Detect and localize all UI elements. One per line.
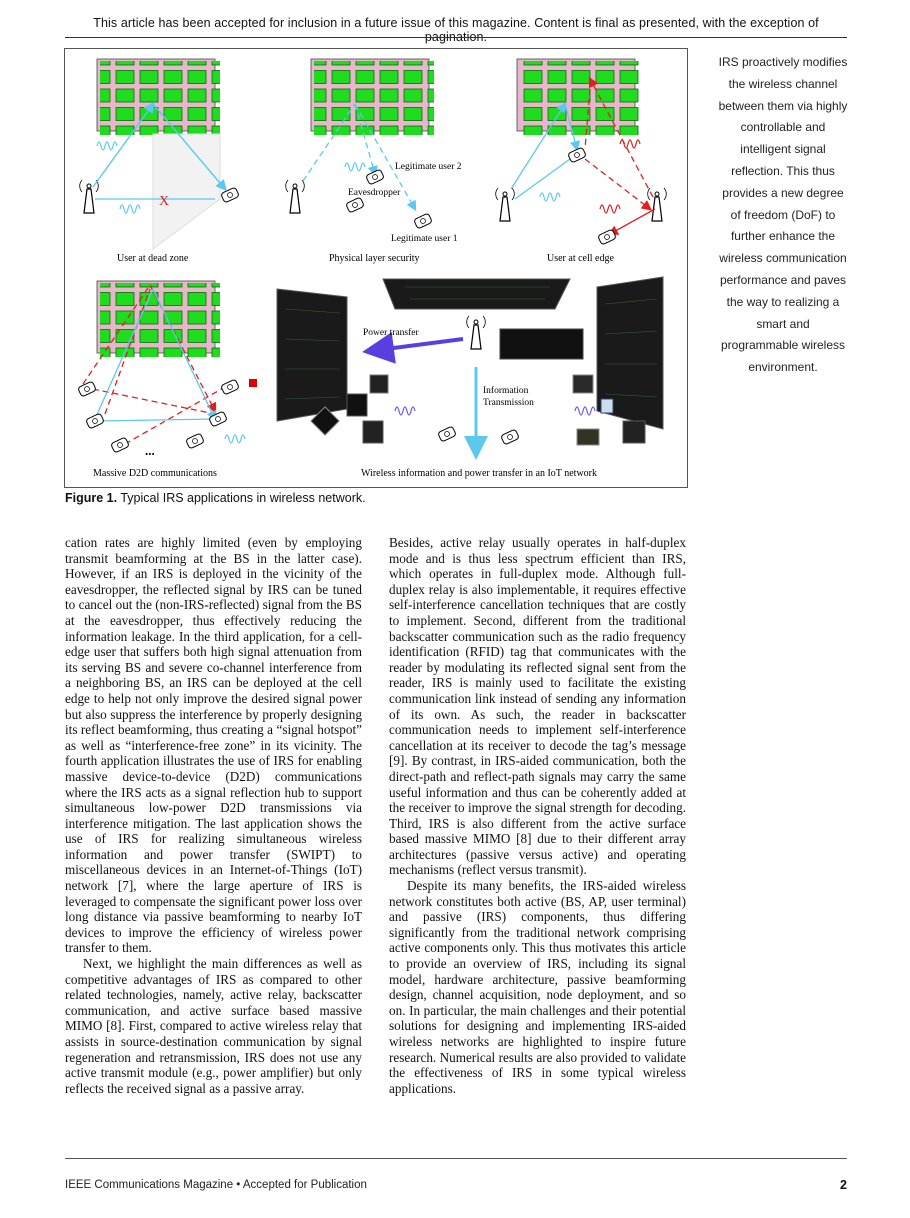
panel-swipt xyxy=(249,277,663,479)
text-column-left xyxy=(65,535,362,1096)
label-legitimate-user-1: Legitimate user 1 xyxy=(391,234,458,244)
d2d-device-icon xyxy=(221,379,240,395)
irs-wall-left xyxy=(277,289,347,421)
panel-phy-security xyxy=(286,59,462,264)
panel-cell-edge xyxy=(496,59,667,264)
panel-d2d xyxy=(78,281,245,479)
panel-label-d2d: Massive D2D communications xyxy=(93,468,217,479)
figure-caption xyxy=(65,491,366,505)
figure-1-illustration xyxy=(65,49,687,487)
label-eavesdropper: Eavesdropper xyxy=(348,188,401,198)
eavesdropper-icon xyxy=(346,197,365,213)
panel-label-cell-edge: User at cell edge xyxy=(547,253,614,264)
paragraph: Besides, active relay usually operates in half-duplex mode and is thus less spectrum efficient than IRS, which operates in full-duplex mode. Although full-duplex relay is also implementable, it requires effective self-interference cancellation techniques that are costly to implement. Second, different from the traditional backscatter communication such as the radio frequency identification (RFID) tag that communicates with the reader by modulating its reflected signal sent from the reader, IRS is mainly used to facilitate the existing communication link instead of sending any information of its own. As such, the reader in backscatter communication needs to implement self-interference cancellation at its receiver to decode the tag’s message [9]. By contrast, in IRS-aided communication, both the direct-path and reflect-path signals may carry the same useful information and thus can be coherently added at the receiver to improve the signal strength for decoding. Third, IRS is also different from the active surface based massive MIMO [8] due to their different array architectures (passive versus active) and operating mechanisms (reflect versus transmit). xyxy=(389,535,686,878)
caption-text: Typical IRS applications in wireless network. xyxy=(117,491,366,505)
footer-rule xyxy=(65,1158,847,1159)
acceptance-banner: This article has been accepted for inclusion in a future issue of this magazine. Content is final as presented, with the exception of pagination. xyxy=(93,16,819,44)
legitimate-user-2-icon xyxy=(366,169,385,185)
panel-label-swipt: Wireless information and power transfer in an IoT network xyxy=(361,468,598,479)
d2d-device-icon xyxy=(78,381,97,397)
paragraph: Despite its many benefits, the IRS-aided wireless network constitutes both active (BS, AP, user terminal) and passive (IRS) components, thus differing significantly from the traditional network comprising active components only. This thus motivates this article to provide an overview of IRS, including its signal model, hardware architecture, passive beamforming design, channel acquisition, node deployment, and so on. In particular, the main challenges and their potential solutions for designing and implementing IRS-aided wireless networks are highlighted to inspire future research. Numerical results are also provided to validate the effectiveness of IRS in some typical wireless applications. xyxy=(389,878,686,1096)
label-information-line2: Transmission xyxy=(483,398,534,408)
text-column-right xyxy=(389,535,686,1096)
cell-edge-user-icon xyxy=(568,147,587,163)
paragraph: Next, we highlight the main differences as well as competitive advantages of IRS as compared to other related technologies, namely, active relay, backscatter communication, and active surface based massive MIMO [8]. First, compared to active wireless relay that assists in source-destination communication by signal regeneration and retransmission, IRS does not use any active transmit module (e.g., power amplifier) but only reflects the received signal as a passive array. xyxy=(65,956,362,1096)
panel-dead-zone xyxy=(80,59,240,264)
base-station-icon xyxy=(286,180,305,213)
label-information-line1: Information xyxy=(483,386,529,396)
iot-device-icon xyxy=(370,375,388,393)
more-devices-ellipsis: ... xyxy=(145,443,155,458)
page-number: 2 xyxy=(840,1178,847,1192)
blocked-x-icon: X xyxy=(159,194,170,209)
irs-ceiling xyxy=(383,279,570,309)
paragraph: cation rates are highly limited (even by employing transmit beamforming at the BS in the latter case). However, if an IRS is deployed in the vicinity of the eavesdropper, the reflected signal by IRS can be tuned to cancel out the (non-IRS-reflected) signal from the BS at the eavesdropper, thus effectively reducing the information leakage. In the third application, for a cell-edge user that suffers both high signal attenuation from its serving BS and severe co-channel interference from a neighboring BS, an IRS can be deployed at the cell edge to help not only improve the desired signal power but also suppress the interference by properly designing its reflect beamforming, thus creating a “signal hotspot” as well as “interference-free zone” in its vicinity. The fourth application illustrates the use of IRS for enabling massive device-to-device (D2D) communications where the IRS acts as a signal reflection hub to support simultaneous low-power D2D transmissions via interference mitigation. The last application shows the use of IRS for realizing simultaneous wireless information and power transfer (SWIPT) to miscellaneous devices in an Internet-of-Things (IoT) network [7], where the large aperture of IRS is leveraged to compensate the significant power loss over long distance via passive beamforming to nearby IoT devices to improve the efficiency of wireless power transfer to them. xyxy=(65,535,362,956)
obstacle-wall xyxy=(153,134,220,249)
header-rule xyxy=(65,37,847,38)
journal-footer: IEEE Communications Magazine • Accepted for Publication xyxy=(65,1179,367,1191)
iot-user-icon xyxy=(438,426,457,442)
neighbor-user-icon xyxy=(598,229,617,245)
access-point-icon xyxy=(467,316,486,349)
d2d-device-icon xyxy=(111,437,130,453)
label-legitimate-user-2: Legitimate user 2 xyxy=(395,162,462,172)
panel-label-phy-security: Physical layer security xyxy=(329,253,420,264)
iot-user-icon xyxy=(501,429,520,445)
caption-label: Figure 1. xyxy=(65,491,118,505)
serving-bs-icon xyxy=(496,188,515,221)
iot-sensor-icon xyxy=(249,379,257,387)
legitimate-user-1-icon xyxy=(414,213,433,229)
d2d-device-icon xyxy=(86,413,105,429)
iot-device-icon xyxy=(573,375,593,393)
pull-quote-sidebar: IRS proactively modifies the wireless channel between them via highly controllable and intelligent signal reflection. This thus provides a new degree of freedom (DoF) to further enhance the wireless communication performance and paves the way to realizing a smart and programmable wireless environment. xyxy=(718,55,848,375)
d2d-device-icon xyxy=(186,433,205,449)
label-power-transfer: Power transfer xyxy=(363,328,419,338)
panel-label-dead-zone: User at dead zone xyxy=(117,253,189,264)
figure-1 xyxy=(64,48,688,488)
user-device-icon xyxy=(221,187,240,203)
base-station-icon xyxy=(80,180,99,213)
